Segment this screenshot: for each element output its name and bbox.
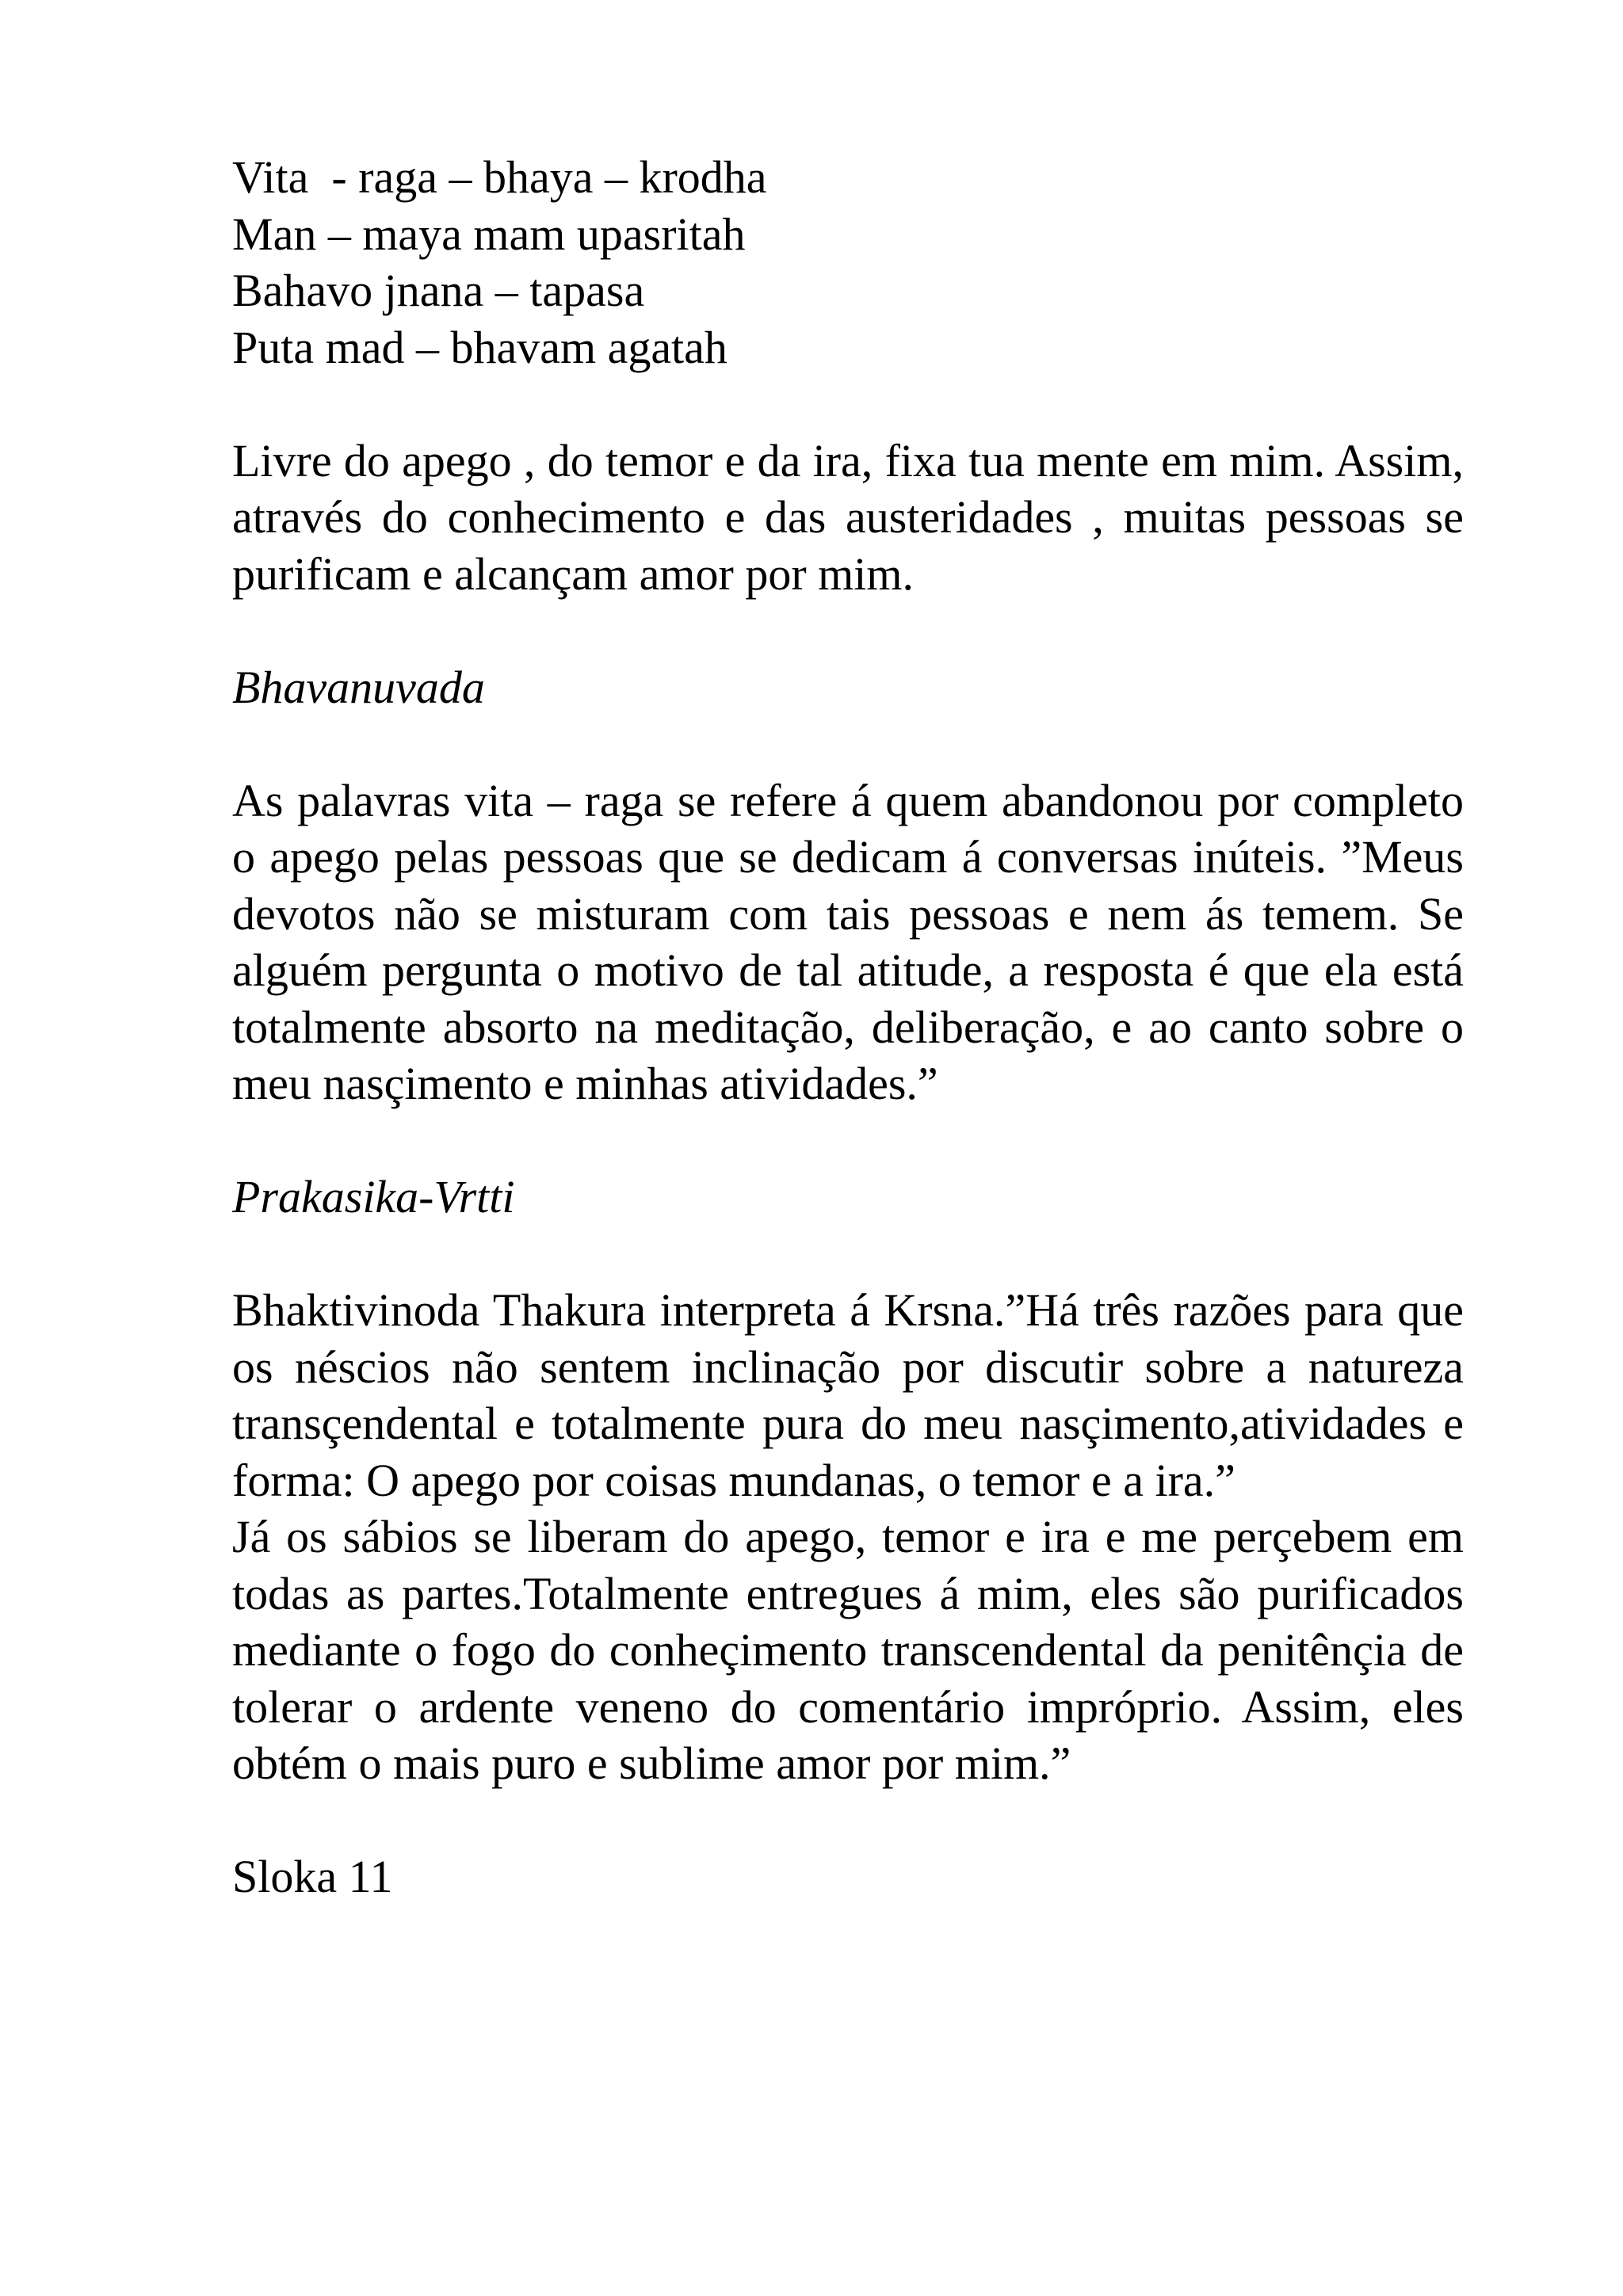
spacer (232, 1792, 1464, 1849)
spacer (232, 376, 1464, 433)
spacer (232, 715, 1464, 772)
spacer (232, 602, 1464, 659)
verse-line: Puta mad – bhavam agatah (232, 321, 727, 373)
sanskrit-verse (232, 149, 1464, 376)
verse-line: Bahavo jnana – tapasa (232, 265, 645, 316)
verse-line: Vita - raga – bhaya – krodha (232, 151, 767, 203)
prakasika-paragraph-2: Já os sábios se liberam do apego, temor e ira e me perçebem em todas as partes.Totalmente entregues á mim, eles são purificados mediante o fogo do conheçimento transcendental da penitênçia de tolerar o ardente veneno do comentário impróprio. Assim, eles obtém o mais puro e sublime amor por mim.” (232, 1511, 1464, 1789)
section-heading-bhavanuvada: Bhavanuvada (232, 661, 485, 713)
translation-paragraph: Livre do apego , do temor e da ira, fixa tua mente em mim. Assim, através do conhecimento e das austeridades , muitas pessoas se purificam e alcançam amor por mim. (232, 434, 1464, 600)
verse-line: Man – maya mam upasritah (232, 208, 746, 260)
section-heading-prakasika-vrtti: Prakasika-Vrtti (232, 1171, 515, 1222)
spacer (232, 1226, 1464, 1283)
sloka-label: Sloka 11 (232, 1851, 393, 1902)
spacer (232, 1112, 1464, 1169)
bhavanuvada-paragraph: As palavras vita – raga se refere á quem abandonou por completo o apego pelas pessoas que se dedicam á conversas inúteis. ”Meus devotos não se misturam com tais pessoas e nem ás temem. Se alguém pergunta o motivo de tal atitude, a resposta é que ela está totalmente absorto na meditação, deliberação, e ao canto sobre o meu nasçimento e minhas atividades.” (232, 774, 1464, 1109)
prakasika-paragraph-1: Bhaktivinoda Thakura interpreta á Krsna.”Há três razões para que os néscios não sentem inclinação por discutir sobre a natureza transçendental e totalmente pura do meu nasçimento,atividades e forma: O apego por coisas mundanas, o temor e a ira.” (232, 1284, 1464, 1506)
document-page (232, 149, 1464, 1905)
